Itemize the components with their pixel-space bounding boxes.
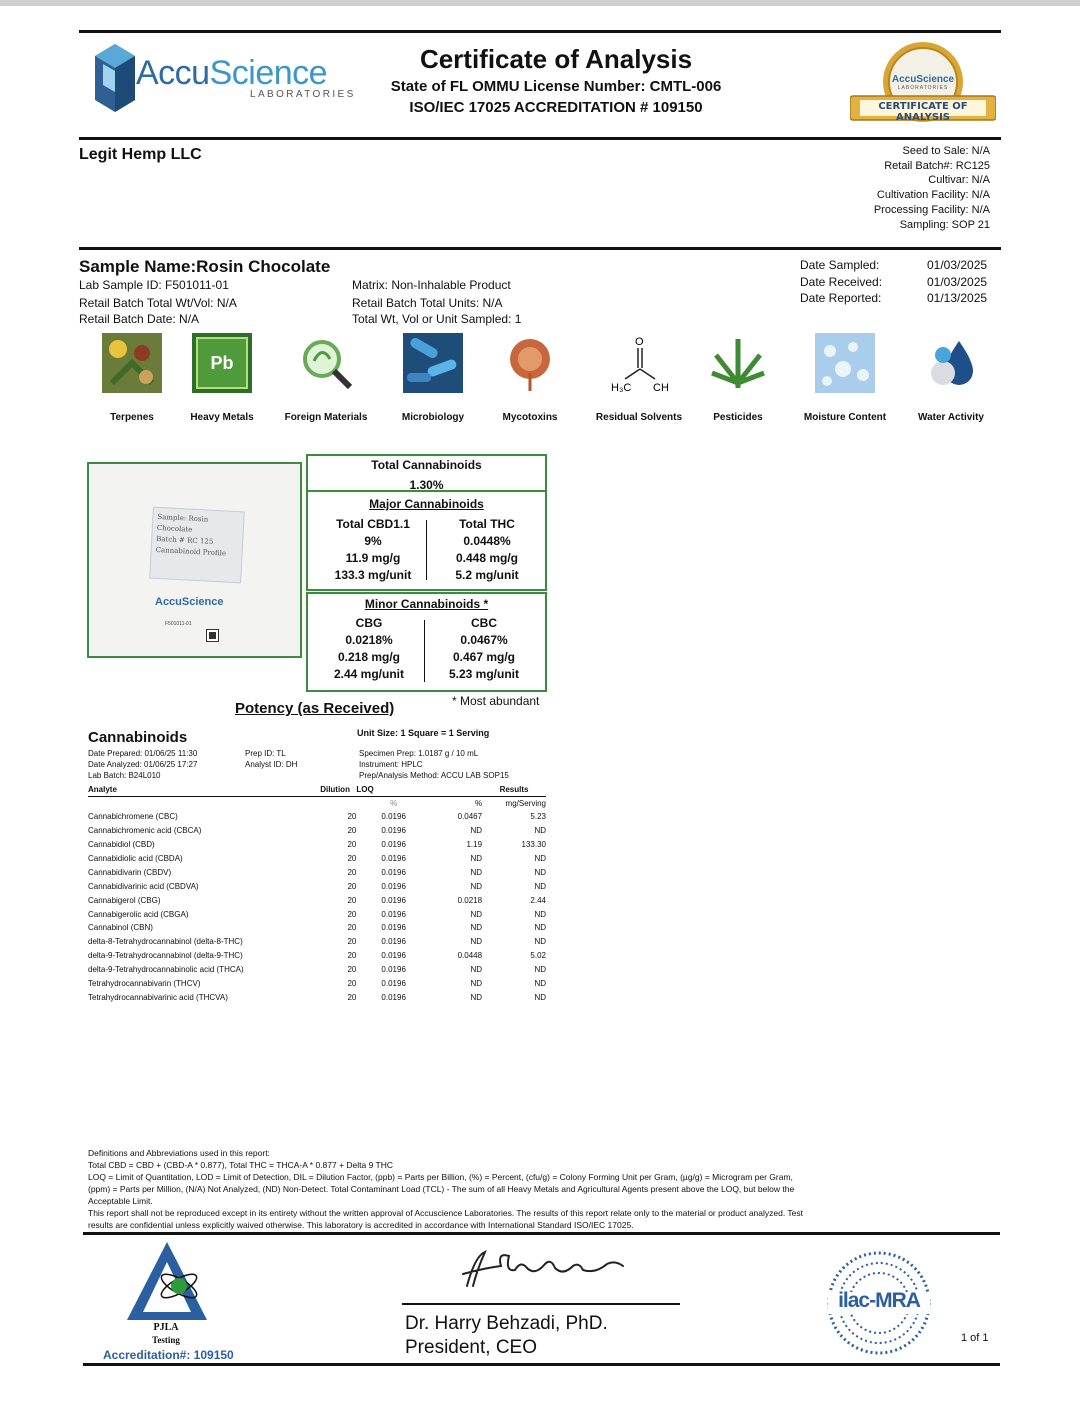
major-cannabinoids-title: Major Cannabinoids	[369, 497, 484, 511]
pjla-accreditation: Accreditation#: 109150	[103, 1348, 234, 1362]
cbg-name: CBG	[355, 616, 383, 630]
date-labels	[800, 257, 882, 307]
accuscience-logo-icon	[95, 44, 135, 112]
cell-mg: ND	[534, 909, 546, 919]
cell-dil: 20	[347, 909, 357, 919]
date-values	[927, 257, 987, 307]
unit-mg: mg/Serving	[505, 798, 546, 808]
cell-analyte: Tetrahydrocannabivarinic acid (THCVA)	[88, 992, 228, 1002]
cell-loq: 0.0196	[381, 923, 406, 933]
prep-id: Prep ID: TL	[245, 749, 286, 758]
retail-batch-total-wt: Retail Batch Total Wt/Vol: N/A	[79, 296, 237, 310]
cell-pct: ND	[470, 881, 483, 891]
col-dilution: Dilution	[320, 784, 356, 796]
microbiology-icon	[403, 333, 463, 393]
test-label: Water Activity	[918, 412, 984, 423]
prep-ids	[245, 748, 297, 770]
cell-analyte: delta-9-Tetrahydrocannabinol (delta-9-THC)	[88, 951, 243, 961]
test-moisture-content	[790, 333, 900, 423]
cell-mg: 133.30	[521, 840, 546, 850]
cell-mg: ND	[534, 937, 546, 947]
cell-analyte: Cannabichromenic acid (CBCA)	[88, 826, 202, 836]
unit-loq: %	[390, 798, 398, 808]
logo-wordmark: AccuScience	[136, 54, 328, 92]
cannabinoid-results-table	[88, 784, 546, 1004]
col-blank	[431, 784, 482, 796]
seal-ribbon-text: CERTIFICATE OF ANALYSIS	[878, 101, 968, 123]
cell-pct: ND	[470, 909, 483, 919]
seal-name: AccuScience	[891, 74, 955, 85]
svg-text:H₃C: H₃C	[611, 382, 632, 393]
signature-icon	[455, 1246, 635, 1294]
date-received-label: Date Received:	[800, 274, 883, 289]
thc-mg-per-g: 0.448 mg/g	[455, 551, 519, 565]
ilac-text: ilac-MRA	[838, 1289, 920, 1312]
cbc-summary	[425, 615, 543, 683]
sample-top-rule	[79, 247, 1001, 250]
cbc-mg-per-g: 0.467 mg/g	[452, 650, 516, 664]
test-label: Residual Solvents	[595, 412, 683, 423]
cell-dil: 20	[347, 867, 357, 877]
cell-mg: 5.23	[530, 812, 546, 822]
test-label: Mycotoxins	[502, 412, 558, 423]
cell-analyte: Cannabigerol (CBG)	[88, 895, 161, 905]
total-wt-sampled: Total Wt, Vol or Unit Sampled: 1	[352, 312, 522, 326]
page-number: 1 of 1	[961, 1332, 989, 1344]
cell-pct: ND	[470, 923, 483, 933]
cell-mg: ND	[534, 979, 546, 989]
seed-to-sale: Seed to Sale: N/A	[902, 145, 990, 157]
date-prepared: Date Prepared: 01/06/25 11:30	[88, 749, 198, 758]
cell-analyte: Cannabidivarinic acid (CBDVA)	[88, 881, 199, 891]
cbd-percent: 9%	[364, 534, 382, 548]
test-residual-solvents	[584, 333, 694, 423]
table-row	[88, 810, 546, 824]
cell-mg: ND	[534, 854, 546, 863]
top-bar	[0, 0, 1080, 6]
cell-pct: 0.0467	[457, 812, 483, 822]
cell-analyte: Cannabidiol (CBD)	[88, 840, 155, 850]
certificate-seal	[850, 38, 996, 134]
sampling: Sampling: SOP 21	[899, 218, 990, 231]
table-row	[88, 824, 546, 838]
license-number: State of FL OMMU License Number: CMTL-006	[390, 78, 722, 95]
major-cannabinoids-box	[306, 490, 547, 591]
cell-loq: 0.0196	[381, 909, 406, 919]
total-cannabinoids-value: 1.30%	[409, 478, 444, 492]
cultivar: Cultivar: N/A	[928, 174, 990, 187]
cell-pct: 1.19	[466, 840, 483, 850]
bag-note-line: Sample: Rosin	[157, 512, 209, 524]
cell-pct: ND	[470, 826, 483, 836]
cell-analyte: Cannabinol (CBN)	[88, 923, 153, 933]
specimen-prep: Specimen Prep: 1.0187 g / 10 mL	[359, 749, 479, 758]
unit-size: Unit Size: 1 Square = 1 Serving	[357, 728, 490, 738]
total-thc	[428, 516, 546, 584]
retail-batch: Retail Batch#: RC125	[884, 159, 990, 172]
thc-mg-per-unit: 5.2 mg/unit	[455, 568, 519, 582]
photo-brand: AccuScience	[155, 596, 224, 608]
cell-dil: 20	[347, 937, 357, 947]
footer-bottom-rule	[83, 1363, 1000, 1366]
processing-facility: Processing Facility: N/A	[873, 203, 990, 216]
cell-loq: 0.0196	[381, 854, 406, 863]
cell-dil: 20	[347, 895, 357, 905]
thc-percent: 0.0448%	[463, 534, 511, 548]
bag-note	[151, 508, 244, 565]
date-reported-label: Date Reported:	[800, 291, 882, 305]
sample-bag	[149, 507, 245, 584]
retail-batch-total-units: Retail Batch Total Units: N/A	[352, 296, 503, 310]
mycotoxins-icon	[500, 333, 560, 393]
footer-top-rule	[83, 1232, 1000, 1235]
test-pesticides	[683, 333, 793, 423]
cell-pct: ND	[470, 937, 483, 947]
cell-analyte: delta-9-Tetrahydrocannabinolic acid (THCA)	[88, 965, 244, 975]
signature-line	[402, 1303, 680, 1305]
cell-mg: 2.44	[530, 895, 546, 905]
cell-dil: 20	[347, 951, 357, 961]
seal-sub: LABORATORIES	[897, 85, 949, 91]
cell-pct: ND	[470, 979, 483, 989]
cell-analyte: Cannabigerolic acid (CBGA)	[88, 909, 189, 919]
foreign-materials-icon	[296, 333, 356, 393]
table-row	[88, 963, 546, 977]
cell-pct: 0.0448	[457, 951, 483, 961]
definitions-line: This report shall not be reproduced except in its entirety without the written approval of Accuscience Laboratories. The results of this report relate only to the material or product analyzed. Test	[88, 1208, 804, 1218]
cell-loq: 0.0196	[381, 979, 406, 989]
logo-subtitle: LABORATORIES	[250, 89, 356, 100]
cell-loq: 0.0196	[381, 951, 406, 961]
cell-analyte: Cannabidiolic acid (CBDA)	[88, 854, 183, 863]
client-name: Legit Hemp LLC	[79, 146, 202, 163]
definitions-line: (ppm) = Parts per Million, (N/A) Not Analyzed, (ND) Non-Detect. Total Contaminant Load (TCL) - The sum of all Heavy Metals and Agricultural Agents present above the LOQ, but below the	[88, 1184, 795, 1194]
thc-name: Total THC	[459, 517, 515, 531]
cell-loq: 0.0196	[381, 840, 406, 850]
cell-loq: 0.0196	[381, 965, 406, 975]
qr-code-icon	[207, 630, 218, 641]
cbg-mg-per-unit: 2.44 mg/unit	[333, 667, 404, 681]
table-row	[88, 949, 546, 963]
lab-sample-id: Lab Sample ID: F501011-01	[79, 278, 229, 292]
table-header-row	[88, 784, 546, 796]
unit-pct: %	[474, 798, 483, 808]
cbg-percent: 0.0218%	[345, 633, 393, 647]
bag-note-line: Chocolate	[156, 523, 193, 534]
cell-pct: ND	[470, 854, 483, 863]
cell-pct: ND	[470, 867, 483, 877]
date-analyzed: Date Analyzed: 01/06/25 17:27	[88, 760, 198, 769]
bag-note-line: Batch # RC 125	[156, 534, 214, 546]
total-cbd	[314, 516, 432, 584]
cell-mg: ND	[534, 923, 546, 933]
test-microbiology	[378, 333, 488, 423]
cell-pct: ND	[470, 992, 483, 1002]
date-sampled-label: Date Sampled:	[800, 258, 880, 272]
lab-batch: Lab Batch: B24L010	[88, 771, 161, 780]
definitions-line: Total CBD = CBD + (CBD-A * 0.877), Total THC = THCA-A * 0.877 + Delta 9 THC	[88, 1160, 394, 1170]
cell-loq: 0.0196	[381, 812, 406, 822]
page-title: Certificate of Analysis	[419, 44, 693, 74]
col-loq: LOQ	[356, 784, 431, 796]
ilac-mra-logo	[826, 1250, 932, 1356]
minor-cannabinoids-box	[306, 592, 547, 692]
cell-analyte: Cannabichromene (CBC)	[88, 812, 178, 822]
cbc-percent: 0.0467%	[460, 633, 508, 647]
date-reported: 01/13/2025	[927, 291, 988, 305]
test-foreign-materials	[271, 333, 381, 423]
residual-solvents-icon	[609, 333, 669, 393]
iso-accreditation: ISO/IEC 17025 ACCREDITATION # 109150	[409, 99, 703, 116]
cell-analyte: delta-8-Tetrahydrocannabinol (delta-8-THC)	[88, 937, 243, 947]
cbc-mg-per-unit: 5.23 mg/unit	[448, 667, 519, 681]
cell-loq: 0.0196	[381, 881, 406, 891]
definitions-line: Definitions and Abbreviations used in this report:	[88, 1148, 270, 1158]
cell-dil: 20	[347, 965, 357, 975]
svg-text:CH: CH	[653, 382, 669, 393]
pjla-logo-icon	[125, 1240, 209, 1322]
signer-title: President, CEO	[405, 1337, 537, 1358]
table-row	[88, 990, 546, 1004]
cell-mg: ND	[534, 867, 546, 877]
definitions	[88, 1147, 908, 1231]
pjla-name: PJLA	[153, 1322, 179, 1333]
total-cannabinoids-box	[306, 454, 547, 492]
col-analyte: Analyte	[88, 784, 320, 796]
bag-note-line: Cannabinoid Profile	[155, 545, 227, 558]
analyst-id: Analyst ID: DH	[245, 760, 298, 769]
instrument: Instrument: HPLC	[359, 760, 423, 769]
cbg-summary	[310, 615, 428, 683]
table-row	[88, 921, 546, 935]
table-row	[88, 907, 546, 921]
cell-loq: 0.0196	[381, 826, 406, 836]
svg-text:O: O	[635, 336, 644, 348]
potency-title: Potency (as Received)	[235, 700, 395, 717]
sample-name: Sample Name:Rosin Chocolate	[79, 257, 331, 276]
signer	[405, 1312, 608, 1360]
cell-analyte: Tetrahydrocannabivarin (THCV)	[88, 979, 201, 989]
pjla-label	[126, 1322, 206, 1346]
pjla-testing: Testing	[152, 1335, 180, 1345]
table-row	[88, 977, 546, 991]
table-row	[88, 893, 546, 907]
moisture-content-icon	[815, 333, 875, 393]
table-row	[88, 879, 546, 893]
cell-mg: ND	[534, 881, 546, 891]
cbc-name: CBC	[471, 616, 497, 630]
test-label: Pesticides	[713, 412, 763, 423]
header-top-rule	[79, 30, 1001, 33]
test-mycotoxins	[475, 333, 585, 423]
test-heavy-metals	[167, 333, 277, 423]
date-sampled: 01/03/2025	[927, 258, 988, 272]
table-row	[88, 852, 546, 866]
test-label: Moisture Content	[803, 412, 887, 423]
table-row	[88, 838, 546, 852]
date-received: 01/03/2025	[927, 274, 988, 289]
definitions-line: Acceptable Limit.	[88, 1196, 153, 1206]
cell-mg: ND	[534, 992, 546, 1002]
cell-dil: 20	[347, 812, 357, 822]
definitions-line: LOQ = Limit of Quantitation, LOD = Limit of Detection, DIL = Dilution Factor, (ppb) = Parts per Billion, (%) = Percent, (cfu/g) = Colony Forming Unit per Gram, (µg/g) = Microgram per Gram,	[88, 1172, 793, 1182]
definitions-line: results are confidential unless explicitly waived otherwise. This laboratory is accredited in accordance with International Standard ISO/IEC 17025.	[88, 1220, 634, 1230]
cell-dil: 20	[347, 881, 357, 891]
table-row	[88, 935, 546, 949]
cell-mg: ND	[534, 965, 546, 975]
cell-mg: 5.02	[530, 951, 546, 961]
cell-dil: 20	[347, 992, 357, 1002]
pesticides-icon	[708, 333, 768, 393]
total-cannabinoids-title: Total Cannabinoids	[371, 458, 482, 472]
terpenes-icon	[102, 333, 162, 393]
sample-photo	[87, 462, 302, 658]
cell-pct: ND	[470, 965, 483, 975]
water-activity-icon	[921, 333, 981, 393]
photo-label-id: F501011-01	[165, 621, 192, 627]
cultivation-facility: Cultivation Facility: N/A	[876, 189, 990, 202]
cannabinoids-title: Cannabinoids	[88, 729, 188, 746]
cell-loq: 0.0196	[381, 992, 406, 1002]
cell-dil: 20	[347, 826, 357, 836]
test-label: Heavy Metals	[190, 412, 254, 423]
matrix: Matrix: Non-Inhalable Product	[352, 278, 511, 292]
cell-loq: 0.0196	[381, 937, 406, 947]
cbd-mg-per-g: 11.9 mg/g	[345, 551, 401, 565]
cbg-mg-per-g: 0.218 mg/g	[337, 650, 401, 664]
cell-dil: 20	[347, 923, 357, 933]
batch-info	[874, 144, 990, 232]
cell-pct: 0.0218	[457, 895, 483, 905]
heavy-metals-symbol: Pb	[210, 353, 234, 373]
minor-cannabinoids-title: Minor Cannabinoids *	[364, 597, 489, 611]
test-label: Foreign Materials	[284, 412, 368, 423]
table-row	[88, 865, 546, 879]
cell-dil: 20	[347, 979, 357, 989]
units-row	[88, 796, 546, 810]
cell-loq: 0.0196	[381, 895, 406, 905]
most-abundant-note: * Most abundant	[452, 694, 540, 708]
cell-dil: 20	[347, 840, 357, 850]
header-bottom-rule	[79, 137, 1001, 140]
test-label: Microbiology	[401, 412, 465, 423]
cbd-name: Total CBD1.1	[336, 517, 410, 531]
col-results: Results	[482, 784, 546, 796]
retail-batch-date: Retail Batch Date: N/A	[79, 312, 200, 326]
test-water-activity	[896, 333, 1006, 423]
cell-analyte: Cannabidivarin (CBDV)	[88, 867, 172, 877]
prep-dates	[88, 748, 197, 781]
cell-mg: ND	[534, 826, 546, 836]
prep-method	[359, 748, 509, 781]
cbd-mg-per-unit: 133.3 mg/unit	[334, 568, 412, 582]
signer-name: Dr. Harry Behzadi, PhD.	[405, 1313, 608, 1334]
analysis-method: Prep/Analysis Method: ACCU LAB SOP15	[359, 771, 509, 780]
test-label: Terpenes	[110, 412, 154, 423]
divider	[426, 520, 427, 580]
cell-dil: 20	[347, 854, 357, 863]
cell-loq: 0.0196	[381, 867, 406, 877]
